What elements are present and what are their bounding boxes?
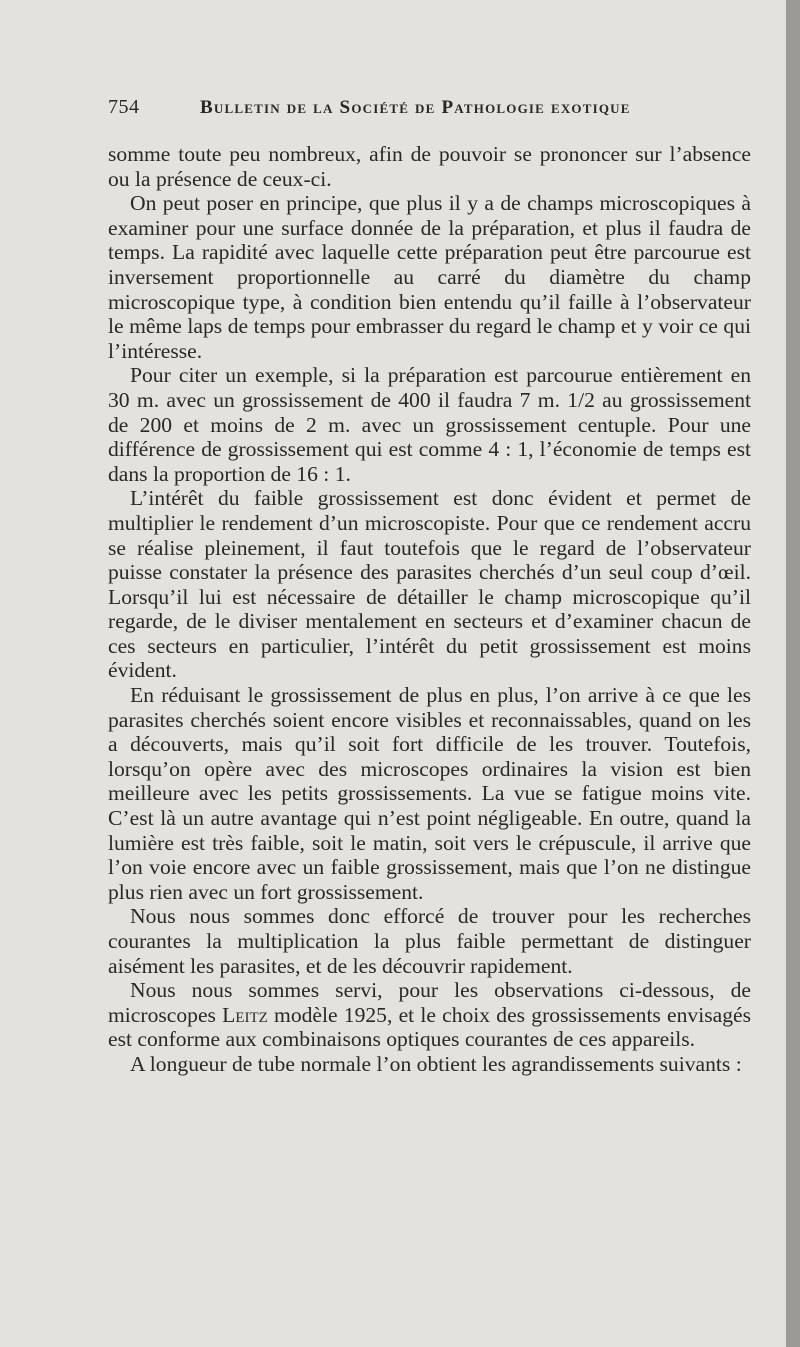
page-edge-shadow [786, 0, 800, 1347]
leitz-text-before: Nous nous sommes servi, pour les observations ci-dessous, de microscopes [108, 978, 751, 1027]
body-text [108, 142, 751, 1077]
paragraph-enlargements: A longueur de tube normale l’on obtient les agrandissements suivants : [130, 1051, 742, 1076]
leitz-text-after: modèle 1925, et le choix des grossissements envisagés est conforme aux combinaisons optiques courantes de ces appareils. [108, 1002, 751, 1052]
paragraph-example: Pour citer un exemple, si la préparation est parcourue entièrement en 30 m. avec un grossissement de 400 il faudra 7 m. 1/2 au grossissement de 200 et moins de 2 m. avec un grossissement centuple. Pour une différence de grossissement qui est comme 4 : 1, l’économie de temps est dans la proportion de 16 : 1. [108, 363, 751, 486]
paragraph-effort: Nous nous sommes donc efforcé de trouver pour les recherches courantes la multiplication la plus faible permettant de distinguer aisément les parasites, et de les découvrir rapidement. [108, 904, 751, 978]
paragraph-leitz [108, 978, 751, 1052]
paragraph-continuation: somme toute peu nombreux, afin de pouvoir se prononcer sur l’absence ou la présence de ceux-ci. [108, 142, 751, 191]
paragraph-principle: On peut poser en principe, que plus il y a de champs microscopiques à examiner pour une surface donnée de la préparation, et plus il faudra de temps. La rapidité avec laquelle cette préparation peut être parcourue est inversement proportionnelle au carré du diamètre du champ microscopique type, à condition bien entendu qu’il faille à l’observateur le même laps de temps pour embrasser du regard le champ et y voir ce qui l’intéresse. [108, 191, 751, 363]
page-header [108, 96, 768, 126]
paragraph-interest: L’intérêt du faible grossissement est donc évident et permet de multiplier le rendement d’un microscopiste. Pour que ce rendement accru se réalise pleinement, il faut toutefois que le regard de l’observateur puisse constater la présence des parasites cherchés d’un seul coup d’œil. Lorsqu’il lui est nécessaire de détailler le champ microscopique qu’il regarde, de le diviser mentalement en secteurs et d’examiner chacun de ces secteurs en particulier, l’intérêt du petit grossissement est moins évident. [108, 486, 751, 683]
running-title: Bulletin de la Société de Pathologie exotique [200, 97, 631, 118]
page-number: 754 [108, 96, 140, 118]
paragraph-reduction: En réduisant le grossissement de plus en plus, l’on arrive à ce que les parasites cherchés soient encore visibles et reconnaissables, quand on les a découverts, mais qu’il soit fort difficile de les trouver. Toutefois, lorsqu’on opère avec des microscopes ordinaires la vision est bien meilleure avec les petits grossissements. La vue se fatigue moins vite. C’est là un autre avantage qui n’est point négligeable. En outre, quand la lumière est très faible, soit le matin, soit vers le crépuscule, il arrive que l’on voie encore avec un faible grossissement, mais que l’on ne distingue plus rien avec un fort grossissement. [108, 683, 751, 904]
leitz-brand: Leitz [222, 1002, 268, 1027]
